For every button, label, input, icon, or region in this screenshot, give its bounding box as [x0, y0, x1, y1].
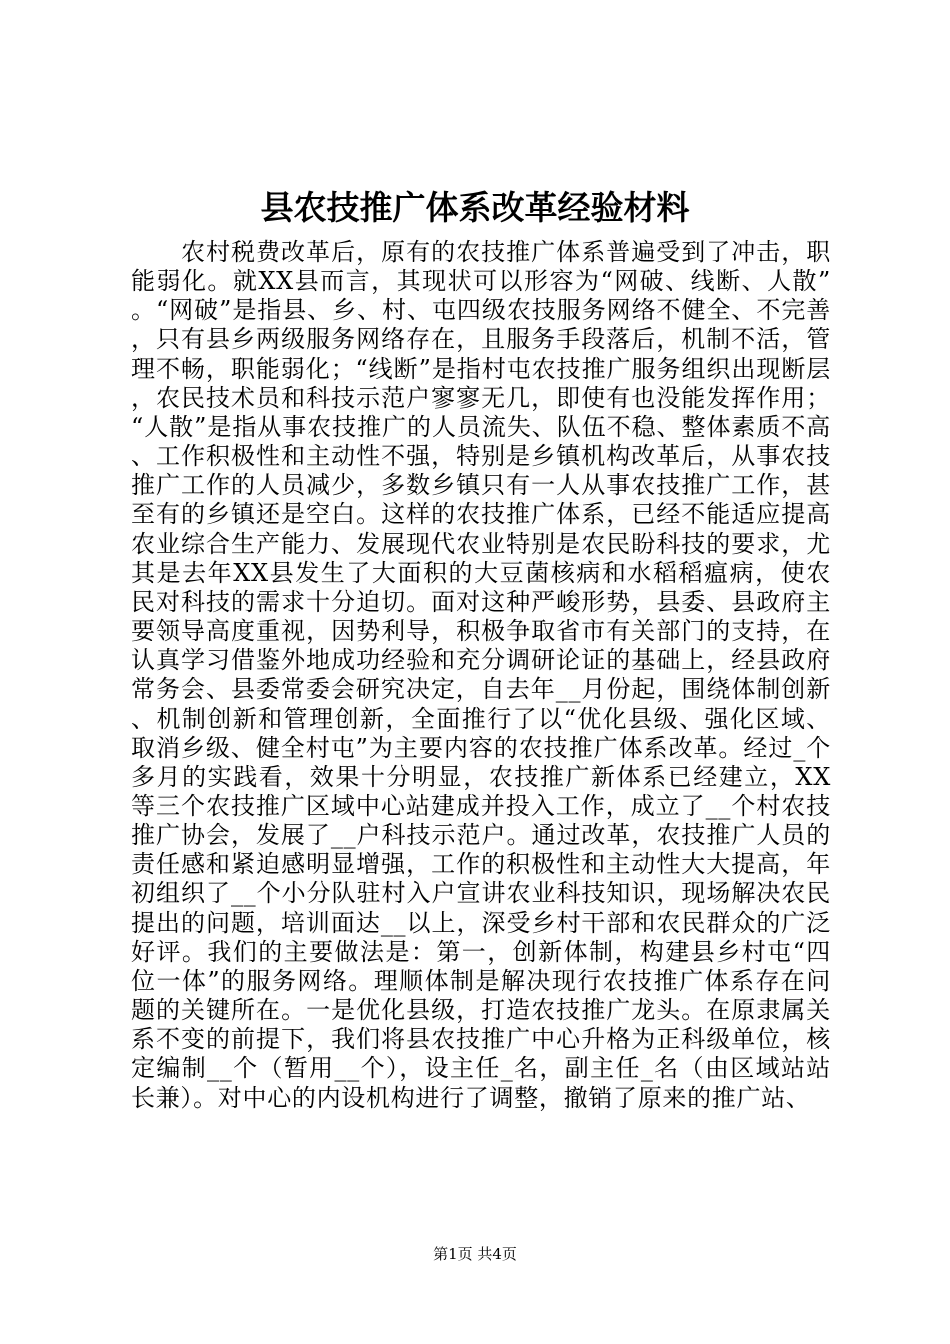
document-body-paragraph: 农村税费改革后，原有的农技推广体系普遍受到了冲击，职能弱化。就XX县而言，其现状可以形容为“网破、线断、人散”。“网破”是指县、乡、村、屯四级农技服务网络不健全、不完善，只有县乡两级服务网络存在，且服务手段落后，机制不活，管理不畅，职能弱化；“线断”是指村屯农技推广服务组织出现断层，农民技术员和科技示范户寥寥无几，即使有也没能发挥作用；“人散”是指从事农技推广的人员流失、队伍不稳、整体素质不高、工作积极性和主动性不强，特别是乡镇机构改革后，从事农技推广工作的人员减少，多数乡镇只有一人从事农技推广工作，甚至有的乡镇还是空白。这样的农技推广体系，已经不能适应提高农业综合生产能力、发展现代农业特别是农民盼科技的要求，尤其是去年XX县发生了大面积的大豆菌核病和水稻稻瘟病，使农民对科技的需求十分迫切。面对这种严峻形势，县委、县政府主要领导高度重视，因势利导，积极争取省市有关部门的支持，在认真学习借鉴外地成功经验和充分调研论证的基础上，经县政府常务会、县委常委会研究决定，自去年__月份起，围绕体制创新、机制创新和管理创新，全面推行了以“优化县级、强化区域、取消乡级、健全村屯”为主要内容的农技推广体系改革。经过_个多月的实践看，效果十分明显，农技推广新体系已经建立，XX等三个农技推广区域中心站建成并投入工作，成立了__个村农技推广协会，发展了__户科技示范户。通过改革，农技推广人员的责任感和紧迫感明显增强，工作的积极性和主动性大大提高，年初组织了__个小分队驻村入户宣讲农业科技知识，现场解决农民提出的问题，培训面达__以上，深受乡村干部和农民群众的广泛好评。我们的主要做法是：第一，创新体制，构建县乡村屯“四位一体”的服务网络。理顺体制是解决现行农技推广体系存在问题的关键所在。一是优化县级，打造农技推广龙头。在原隶属关系不变的前提下，我们将县农技推广中心升格为正科级单位，核定编制__个（暂用__个），设主任_名，副主任_名（由区域站站长兼）。对中心的内设机构进行了调整，撤销了原来的推广站、 [131, 238, 831, 1112]
document-title: 县农技推广体系改革经验材料 [260, 188, 690, 227]
page-footer: 第1页 共4页 [433, 1245, 517, 1263]
